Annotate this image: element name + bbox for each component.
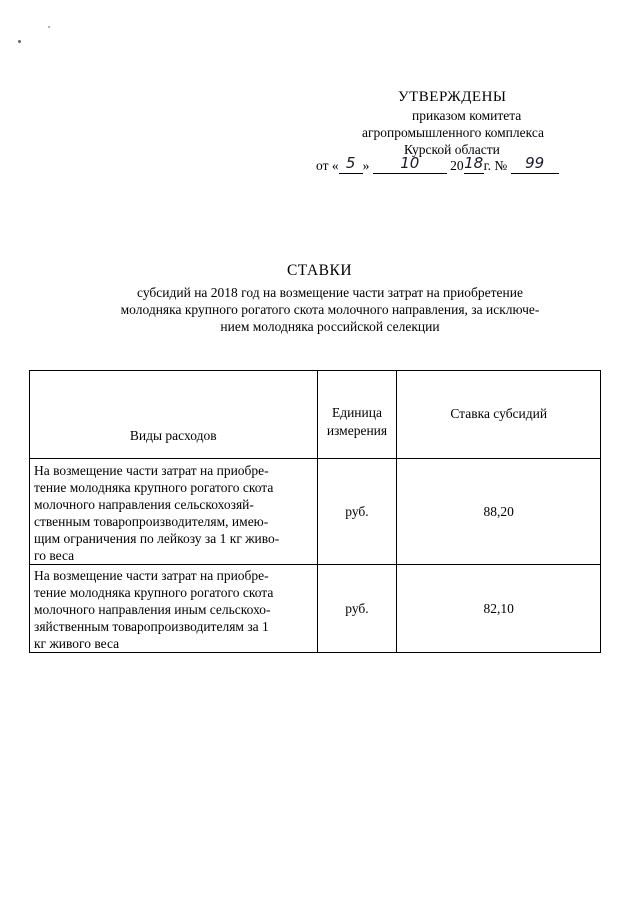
description-line: тение молодняка крупного рогатого скота xyxy=(34,585,274,600)
number-handwritten: 99 xyxy=(525,154,545,172)
document-title: СТАВКИ xyxy=(286,262,353,279)
description-line: На возмещение части затрат на приобре- xyxy=(34,568,269,583)
description-line: молочного направления иным сельскохо- xyxy=(34,602,271,617)
approval-heading: УТВЕРЖДЕНЫ xyxy=(398,89,507,105)
header-unit xyxy=(317,371,397,459)
approval-committee-line: агропромышленного комплекса xyxy=(362,125,544,140)
day-blank xyxy=(339,154,363,174)
year-after: г. № xyxy=(483,158,508,173)
number-blank xyxy=(511,154,559,174)
subtitle-line: субсидий на 2018 год на возмещение части затрат на приобретение xyxy=(137,285,523,300)
scan-speck xyxy=(48,26,50,28)
description-line: зяйственным товаропроизводителям за 1 xyxy=(34,619,269,634)
row-unit: руб. xyxy=(317,565,397,653)
year-blank xyxy=(464,154,484,174)
month-blank xyxy=(373,154,447,174)
scan-speck xyxy=(18,40,21,43)
day-handwritten: 5 xyxy=(345,154,356,172)
header-unit-line: измерения xyxy=(326,423,388,438)
header-expense-type xyxy=(30,371,318,459)
month-handwritten: 10 xyxy=(400,154,420,172)
description-line: щим ограничения по лейкозу за 1 кг живо- xyxy=(34,530,280,546)
description-line: На возмещение части затрат на приобре- xyxy=(34,462,269,478)
description-line: ственным товаропроизводителям, имею- xyxy=(34,513,269,529)
description-line: молочного направления сельскохозяй- xyxy=(34,496,254,512)
row-description xyxy=(30,565,318,653)
table-row xyxy=(30,565,601,653)
approval-region-line: Курской области xyxy=(404,142,500,157)
table-row xyxy=(30,459,601,565)
table-header-row xyxy=(30,371,601,459)
header-rate xyxy=(397,371,601,459)
subtitle-line: молодняка крупного рогатого скота молочного направления, за исключе- xyxy=(120,302,540,317)
header-rate-text: Ставка субсидий xyxy=(450,406,548,421)
header-expense-type-text: Виды расходов xyxy=(129,428,217,443)
row-unit: руб. xyxy=(317,459,397,565)
row-description xyxy=(30,459,318,565)
approval-date-line xyxy=(316,154,559,174)
subsidy-rates-table xyxy=(29,370,601,653)
description-line: го веса xyxy=(34,547,75,563)
date-prefix: от « xyxy=(316,158,339,173)
subtitle-line: нием молодняка российской селекции xyxy=(220,319,440,334)
row-rate: 88,20 xyxy=(397,459,601,565)
row-rate: 82,10 xyxy=(397,565,601,653)
year-handwritten: 18 xyxy=(464,154,484,172)
date-quote-close: » xyxy=(362,158,370,173)
description-line: кг живого веса xyxy=(34,636,120,651)
year-prefix: 20 xyxy=(450,158,464,173)
header-unit-line: Единица xyxy=(331,405,382,420)
approval-order-line: приказом комитета xyxy=(412,108,522,123)
description-line: тение молодняка крупного рогатого скота xyxy=(34,479,274,495)
